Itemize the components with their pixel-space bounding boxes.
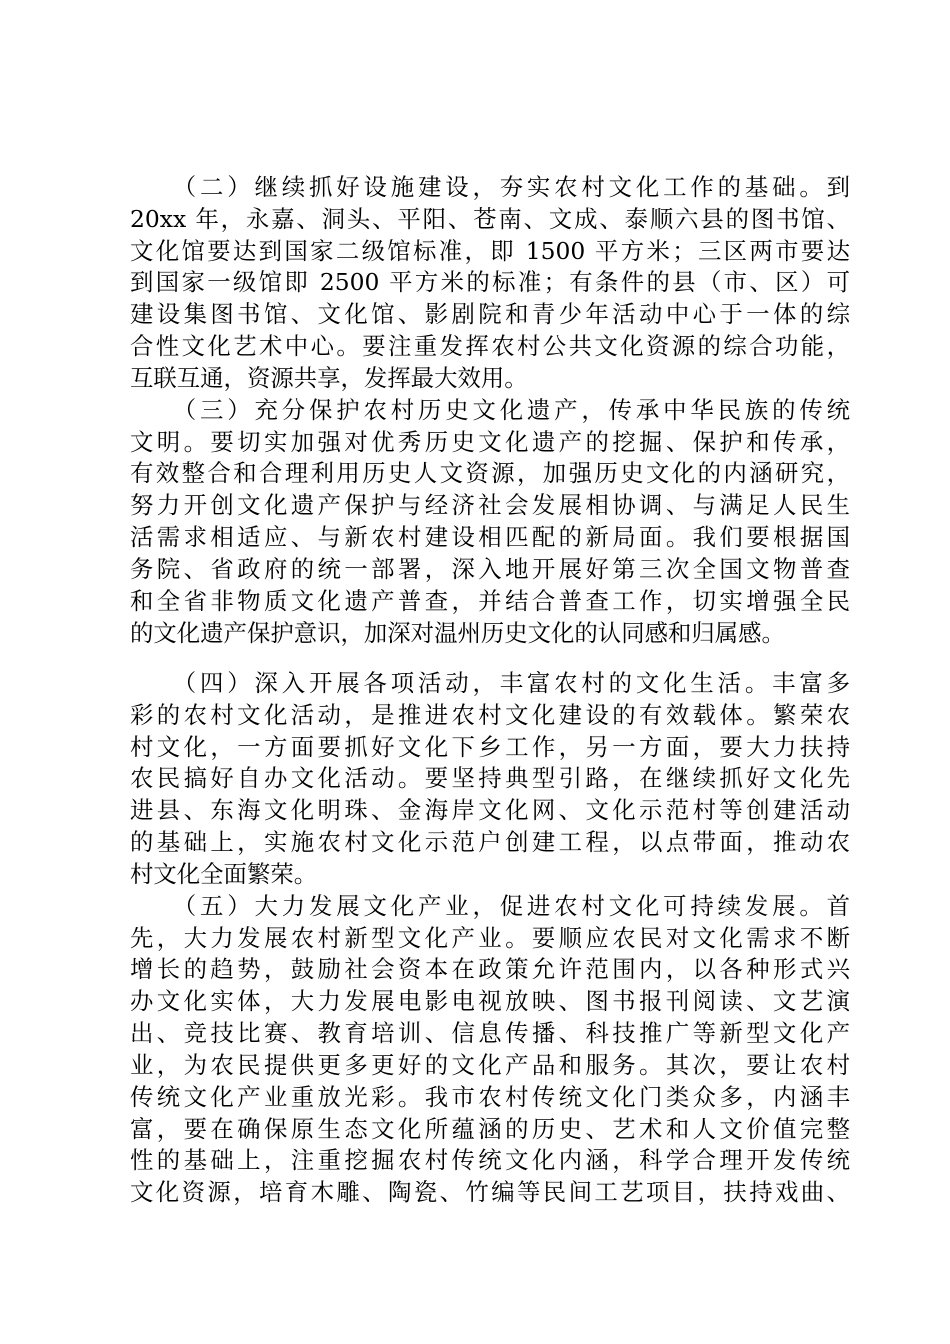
text-line: 和全省非物质文化遗产普查，并结合普查工作，切实增强全民	[130, 587, 850, 615]
text-line: 有效整合和合理利用历史人文资源，加强历史文化的内涵研究，	[130, 459, 850, 487]
text-line: （三）充分保护农村历史文化遗产，传承中华民族的传统	[130, 396, 850, 424]
text-line: 进县、东海文化明珠、金海岸文化网、文化示范村等创建活动	[130, 796, 850, 824]
text-line: 到国家一级馆即 2500 平方米的标准；有条件的县（市、区）可	[130, 268, 850, 296]
text-line: 出、竞技比赛、教育培训、信息传播、科技推广等新型文化产	[130, 1019, 850, 1047]
text-line: （五）大力发展文化产业，促进农村文化可持续发展。首	[130, 892, 850, 920]
text-line: 性的基础上，注重挖掘农村传统文化内涵，科学合理开发传统	[130, 1146, 850, 1174]
text-line: 文化资源，培育木雕、陶瓷、竹编等民间工艺项目，扶持戏曲、	[130, 1178, 850, 1206]
text-line: 努力开创文化遗产保护与经济社会发展相协调、与满足人民生	[130, 491, 850, 519]
text-line: 务院、省政府的统一部署，深入地开展好第三次全国文物普查	[130, 555, 850, 583]
text-line: 建设集图书馆、文化馆、影剧院和青少年活动中心于一体的综	[130, 300, 850, 328]
text-line: 文化馆要达到国家二级馆标准，即 1500 平方米；三区两市要达	[130, 237, 850, 265]
text-line: 20xx 年，永嘉、洞头、平阳、苍南、文成、泰顺六县的图书馆、	[130, 205, 850, 233]
text-line: 传统文化产业重放光彩。我市农村传统文化门类众多，内涵丰	[130, 1083, 850, 1111]
text-line: 彩的农村文化活动，是推进农村文化建设的有效载体。繁荣农	[130, 701, 850, 729]
text-line: 村文化全面繁荣。	[130, 860, 318, 888]
text-line: 农民搞好自办文化活动。要坚持典型引路，在继续抓好文化先	[130, 764, 850, 792]
text-line: （四）深入开展各项活动，丰富农村的文化生活。丰富多	[130, 669, 850, 697]
text-line: 业，为农民提供更多更好的文化产品和服务。其次，要让农村	[130, 1051, 850, 1079]
text-line: 先，大力发展农村新型文化产业。要顺应农民对文化需求不断	[130, 924, 850, 952]
text-line: 合性文化艺术中心。要注重发挥农村公共文化资源的综合功能，	[130, 332, 850, 360]
text-line: 增长的趋势，鼓励社会资本在政策允许范围内，以各种形式兴	[130, 955, 850, 983]
text-line: 的文化遗产保护意识，加深对温州历史文化的认同感和归属感。	[130, 619, 785, 647]
text-line: 的基础上，实施农村文化示范户创建工程，以点带面，推动农	[130, 828, 850, 856]
text-line: 村文化，一方面要抓好文化下乡工作，另一方面，要大力扶持	[130, 733, 850, 761]
text-line: 办文化实体，大力发展电影电视放映、图书报刊阅读、文艺演	[130, 987, 850, 1015]
page-number-footer	[0, 1241, 950, 1263]
text-line: 互联互通，资源共享，发挥最大效用。	[130, 364, 528, 392]
text-line: 文明。要切实加强对优秀历史文化遗产的挖掘、保护和传承，	[130, 428, 850, 456]
text-line: 富，要在确保原生态文化所蕴涵的历史、艺术和人文价值完整	[130, 1115, 850, 1143]
text-line: （二）继续抓好设施建设，夯实农村文化工作的基础。到	[130, 173, 850, 201]
text-line: 活需求相适应、与新农村建设相匹配的新局面。我们要根据国	[130, 523, 850, 551]
